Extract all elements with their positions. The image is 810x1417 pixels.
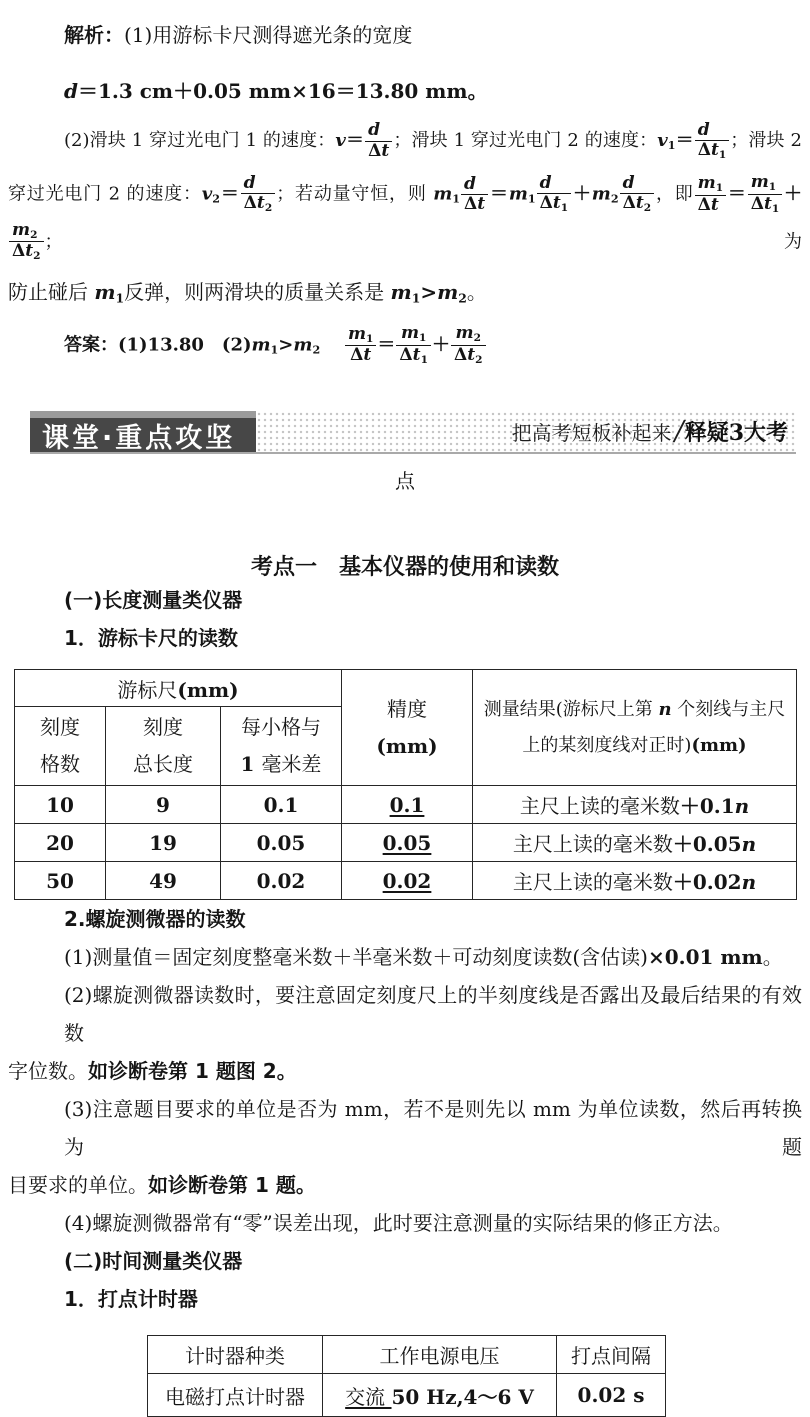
subheading-micrometer-reading: 2.螺旋测微器的读数 — [64, 907, 246, 932]
topic-heading: 考点一 基本仪器的使用和读数 — [250, 555, 559, 581]
t1-header-result: 测量结果(游标尺上第 n 个刻线与主尺 上的某刻度线对正时)(mm) — [473, 670, 797, 786]
t1-cell-diff: 0.1 — [221, 786, 342, 824]
t1-cell-grid: 10 — [15, 786, 106, 824]
subheading-time-instruments: (二)时间测量类仪器 — [64, 1249, 243, 1274]
banner-tagline-bold: 释疑3大考 — [684, 420, 788, 447]
t1-cell-total: 9 — [106, 786, 221, 824]
t1-cell-diff: 0.05 — [221, 824, 342, 862]
t1-cell-result: 主尺上读的毫米数＋0.05n — [473, 824, 797, 862]
solution-formula-d: d＝1.3 cm＋0.05 mm×16＝13.80 mm。 — [64, 79, 488, 103]
solution-line-mass: 防止碰后 m1反弹，则两滑块的质量关系是 m1>m2。 — [8, 280, 487, 306]
subheading-vernier-reading: 1．游标卡尺的读数 — [64, 626, 238, 651]
t2-cell-interval: 0.02 s — [557, 1374, 666, 1417]
solution-line-1: 解析：(1)用游标卡尺测得遮光条的宽度 — [64, 23, 413, 47]
t1-cell-precision: 0.02 — [342, 862, 473, 900]
t2-header-timer-kind: 计时器种类 — [148, 1336, 323, 1374]
solution-line-v1: (2)滑块 1 穿过光电门 1 的速度：v＝ $\frac{d}{\Delta t}$ ；滑块 1 穿过光电门 2 的速度：v1＝ $\frac{d}{\Delta t1}$ ；滑块 2 — [64, 119, 802, 161]
banner-tagline-block — [256, 411, 796, 452]
t2-header-voltage: 工作电源电压 — [323, 1336, 557, 1374]
banner-title-block — [30, 411, 256, 452]
banner-title: 课堂·重点攻坚 — [42, 422, 236, 454]
banner-tagline-overflow: 点 — [395, 469, 415, 494]
document-page — [0, 16, 810, 1417]
t2-header-interval: 打点间隔 — [557, 1336, 666, 1374]
vernier-caliper-table — [14, 669, 797, 900]
t1-subheader-grid-count: 刻度 格数 — [15, 707, 106, 786]
answer-line: 答案：(1)13.80 (2)m1>m2 $\frac{m1}{\Delta t}$ ＝ $\frac{m1}{\Delta t1}$ ＋ $\frac{m2}{\Delta t2}$ — [8, 324, 802, 371]
t1-cell-diff: 0.02 — [221, 862, 342, 900]
t1-cell-precision: 0.1 — [342, 786, 473, 824]
section-banner — [30, 411, 796, 454]
table-row — [15, 786, 797, 824]
subheading-timer: 1．打点计时器 — [64, 1287, 198, 1312]
t1-subheader-diff-per-grid: 每小格与 1 毫米差 — [221, 707, 342, 786]
t1-subheader-total-length: 刻度 总长度 — [106, 707, 221, 786]
banner-tagline-slash: / — [674, 416, 684, 448]
micrometer-point-1: (1)测量值＝固定刻度整毫米数＋半毫米数＋可动刻度读数(含估读)×0.01 mm。 — [64, 945, 783, 970]
t1-cell-result: 主尺上读的毫米数＋0.1n — [473, 786, 797, 824]
micrometer-point-2-line-2: 字位数。如诊断卷第 1 题图 2。 — [8, 1059, 297, 1084]
micrometer-point-4: (4)螺旋测微器常有“零”误差出现，此时要注意测量的实际结果的修正方法。 — [64, 1211, 733, 1236]
t1-cell-grid: 50 — [15, 862, 106, 900]
t1-cell-precision: 0.05 — [342, 824, 473, 862]
t1-header-vernier-group: 游标尺(mm) — [15, 670, 342, 707]
banner-tagline-plain: 把高考短板补起来 — [511, 421, 672, 446]
micrometer-point-3-line-2: 目要求的单位。如诊断卷第 1 题。 — [8, 1173, 316, 1198]
table-row — [148, 1374, 666, 1417]
table-row — [15, 862, 797, 900]
t1-cell-grid: 20 — [15, 824, 106, 862]
micrometer-point-3-line-1: (3)注意题目要求的单位是否为 mm，若不是则先以 mm 为单位读数，然后再转换为题 — [64, 1097, 802, 1160]
t1-cell-result: 主尺上读的毫米数＋0.02n — [473, 862, 797, 900]
t1-cell-total: 49 — [106, 862, 221, 900]
t2-cell-voltage: 交流 50 Hz,4～6 V — [323, 1374, 557, 1417]
t1-header-precision: 精度 (mm) — [342, 670, 473, 786]
subheading-length-instruments: (一)长度测量类仪器 — [64, 588, 243, 613]
t2-cell-kind: 电磁打点计时器 — [148, 1374, 323, 1417]
timer-table — [147, 1335, 666, 1417]
solution-line-momentum: 穿过光电门 2 的速度：v2＝ $\frac{d}{\Delta t2}$ ；若动量守恒，则 m1 $\frac{d}{\Delta t}$ ＝m1 $\frac{d}{\Delta t1}$ ＋m2 $\frac{d}{\Delta t2}$ ，即 $\frac{m1}{\Delta t}$ ＝ $\frac{m1}{\Delta t1}$ ＋ $\frac{m2}{\Delta t2}$ ；为 — [8, 172, 803, 263]
micrometer-point-2-line-1: (2)螺旋测微器读数时，要注意固定刻度尺上的半刻度线是否露出及最后结果的有效数 — [64, 983, 802, 1046]
table-row — [15, 824, 797, 862]
t1-cell-total: 19 — [106, 824, 221, 862]
